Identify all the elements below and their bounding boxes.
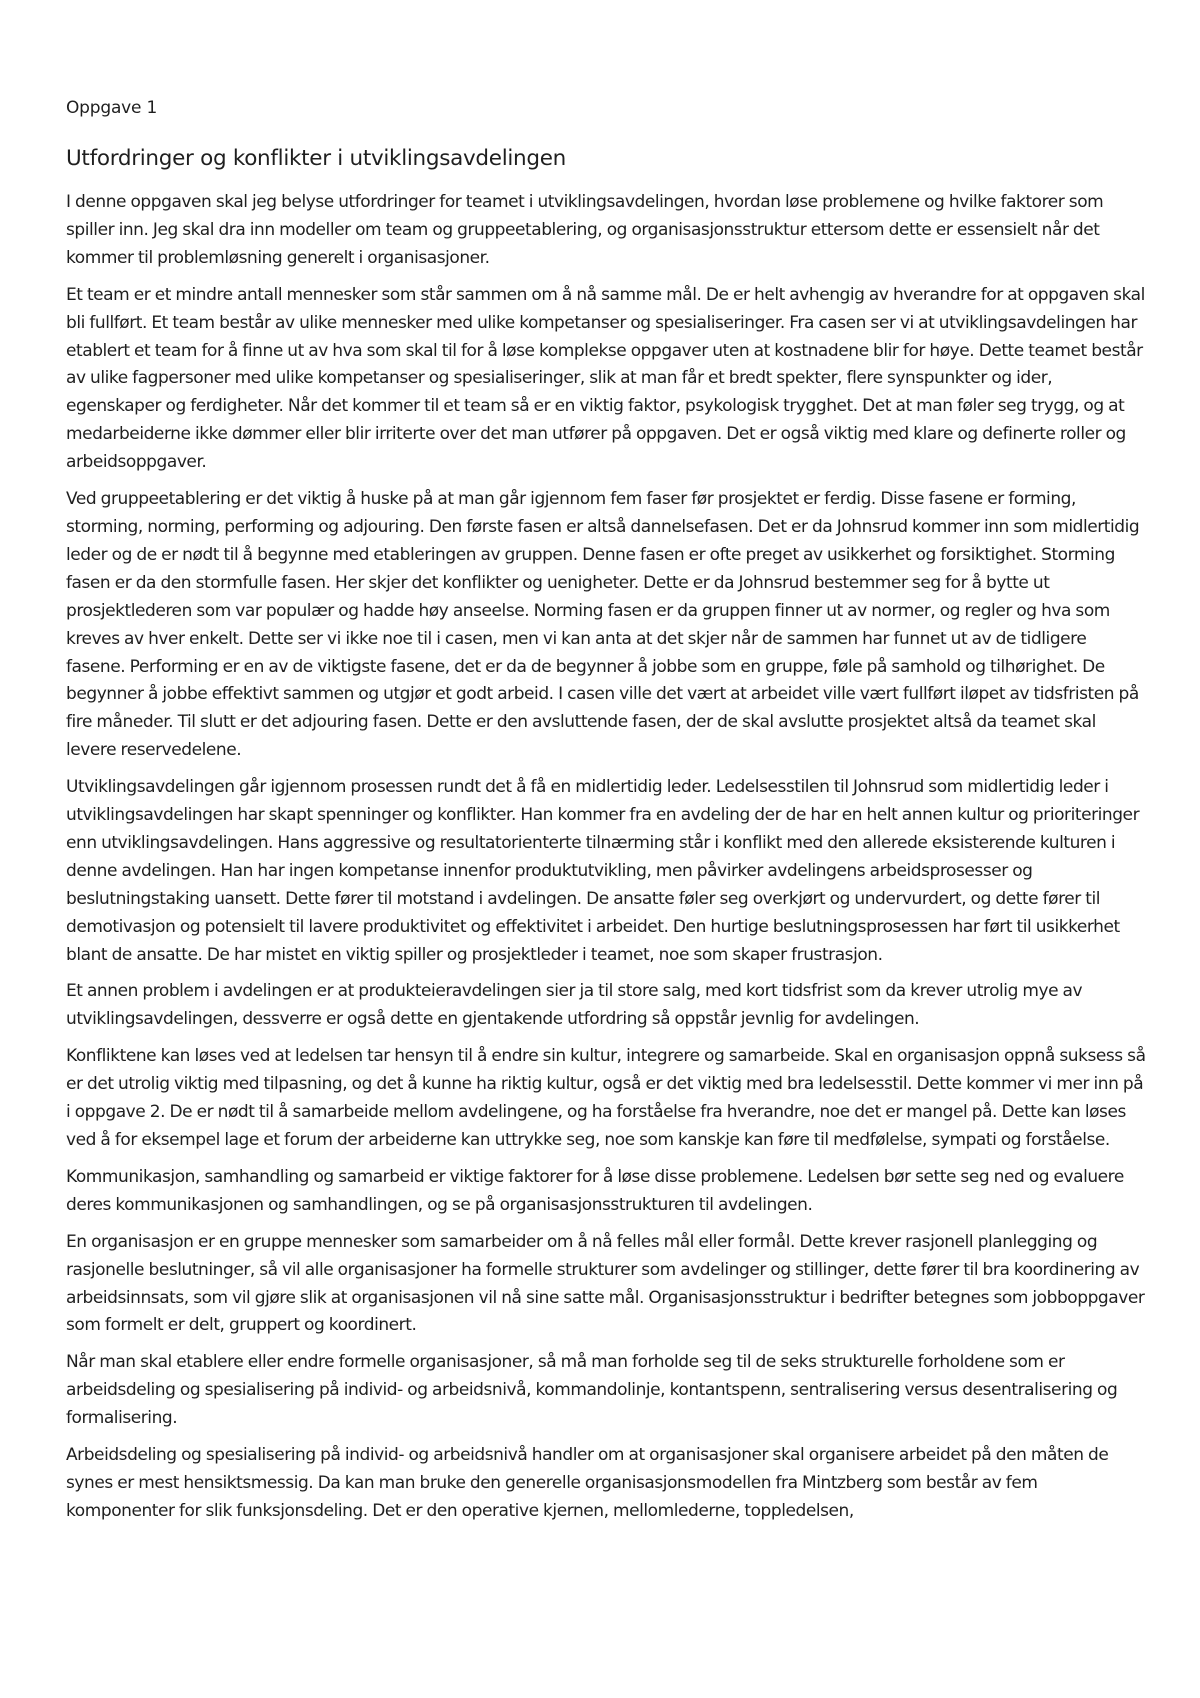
paragraph-structural-conditions: Når man skal etablere eller endre formelle organisasjoner, så må man forholde seg til de seks strukturelle forholdene som er arbeidsdeling og spesialisering på individ- og arbeidsnivå, kommandolinje, kontantspenn, sentralisering versus desentralisering og formalisering. — [66, 1352, 1118, 1429]
paragraph-solutions: Konfliktene kan løses ved at ledelsen tar hensyn til å endre sin kultur, integrere og samarbeide. Skal en organisasjon oppnå suksess så er det utrolig viktig med tilpasning, og det å kunne ha riktig kultur, også er det viktig med bra ledelsesstil. Dette kommer vi mer inn på i oppgave 2. De er nødt til å samarbeide mellom avdelingene, og ha forståelse fra hverandre, noe det er mangel på. Dette kan løses ved å for eksempel lage et forum der arbeiderne kan uttrykke seg, noe som kanskje kan føre til medfølelse, sympati og forståelse. — [66, 1046, 1146, 1150]
document-page — [66, 96, 1146, 1535]
paragraph-division-of-labour: Arbeidsdeling og spesialisering på individ- og arbeidsnivå handler om at organisasjoner skal organisere arbeidet på den måten de synes er mest hensiktsmessig. Da kan man bruke den generelle organisasjonsmodellen fra Mintzberg som består av fem komponenter for slik funksjonsdeling. Det er den operative kjernen, mellomlederne, toppledelsen, — [66, 1445, 1109, 1521]
task-label: Oppgave 1 — [66, 98, 158, 118]
paragraph-product-owner: Et annen problem i avdelingen er at produkteieravdelingen sier ja til store salg, med kort tidsfrist som da krever utrolig mye av utviklingsavdelingen, dessverre er også dette en gjentakende utfordring så oppstår jevnlig for avdelingen. — [66, 981, 1083, 1030]
paragraph-leadership: Utviklingsavdelingen går igjennom prosessen rundt det å få en midlertidig leder. Ledelsesstilen til Johnsrud som midlertidig leder i utviklingsavdelingen har skapt spenninger og konflikter. Han kommer fra en avdeling der de har en helt annen kultur og prioriteringer enn utviklingsavdelingen. Hans aggressive og resultatorienterte tilnærming står i konflikt med den allerede eksisterende kulturen i denne avdelingen. Han har ingen kompetanse innenfor produktutvikling, men påvirker avdelingens arbeidsprosesser og beslutningstaking uansett. Dette fører til motstand i avdelingen. De ansatte føler seg overkjørt og undervurdert, og dette fører til demotivasjon og potensielt til lavere produktivitet og effektivitet i arbeidet. Den hurtige beslutningsprosessen har ført til usikkerhet blant de ansatte. De har mistet en viktig spiller og prosjektleder i teamet, noe som skaper frustrasjon. — [66, 777, 1140, 965]
paragraph-organisation: En organisasjon er en gruppe mennesker som samarbeider om å nå felles mål eller formål. Dette krever rasjonell planlegging og rasjonelle beslutninger, så vil alle organisasjoner ha formelle strukturer som avdelinger og stillinger, dette fører til bra koordinering av arbeidsinnsats, som vil gjøre slik at organisasjonen vil nå sine satte mål. Organisasjonsstruktur i bedrifter betegnes som jobboppgaver som formelt er delt, gruppert og koordinert. — [66, 1231, 1145, 1336]
paragraph-intro: I denne oppgaven skal jeg belyse utfordringer for teamet i utviklingsavdelingen, hvordan løse problemene og hvilke faktorer som spiller inn. Jeg skal dra inn modeller om team og gruppeetablering, og organisasjonsstruktur ettersom dette er essensielt når det kommer til problemløsning generelt i organisasjoner. — [66, 192, 1104, 268]
document-title: Utfordringer og konflikter i utviklingsavdelingen — [66, 146, 566, 171]
paragraph-group-phases: Ved gruppeetablering er det viktig å huske på at man går igjennom fem faser før prosjektet er ferdig. Disse fasene er forming, storming, norming, performing og adjouring. Den første fasen er altså dannelsefasen. Det er da Johnsrud kommer inn som midlertidig leder og de er nødt til å begynne med etableringen av gruppen. Denne fasen er ofte preget av usikkerhet og forsiktighet. Storming fasen er da den stormfulle fasen. Her skjer det konflikter og uenigheter. Dette er da Johnsrud bestemmer seg for å bytte ut prosjektlederen som var populær og hadde høy anseelse. Norming fasen er da gruppen finner ut av normer, og regler og hva som kreves av hver enkelt. Dette ser vi ikke noe til i casen, men vi kan anta at det skjer når de sammen har funnet ut av de tidligere fasene. Performing er en av de viktigste fasene, det er da de begynner å jobbe som en gruppe, føle på samhold og tilhørighet. De begynner å jobbe effektivt sammen og utgjør et godt arbeid. I casen ville det vært at arbeidet ville vært fullført iløpet av tidsfristen på fire måneder. Til slutt er det adjouring fasen. Dette er den avsluttende fasen, der de skal avslutte prosjektet altså da teamet skal levere reservedelene. — [66, 489, 1140, 761]
paragraph-communication: Kommunikasjon, samhandling og samarbeid er viktige faktorer for å løse disse problemene. Ledelsen bør sette seg ned og evaluere deres kommunikasjonen og samhandlingen, og se på organisasjonsstrukturen til avdelingen. — [66, 1166, 1124, 1215]
paragraph-team: Et team er et mindre antall mennesker som står sammen om å nå samme mål. De er helt avhengig av hverandre for at oppgaven skal bli fullført. Et team består av ulike mennesker med ulike kompetanser og spesialiseringer. Fra casen ser vi at utviklingsavdelingen har etablert et team for å finne ut av hva som skal til for å løse komplekse oppgaver uten at kostnadene blir for høye. Dette teamet består av ulike fagpersoner med ulike kompetanser og spesialiseringer, slik at man får et bredt spekter, flere synspunkter og ider, egenskaper og ferdigheter. Når det kommer til et team så er en viktig faktor, psykologisk trygghet. Det at man føler seg trygg, og at medarbeiderne ikke dømmer eller blir irriterte over det man utfører på oppgaven. Det er også viktig med klare og definerte roller og arbeidsoppgaver. — [66, 284, 1145, 473]
